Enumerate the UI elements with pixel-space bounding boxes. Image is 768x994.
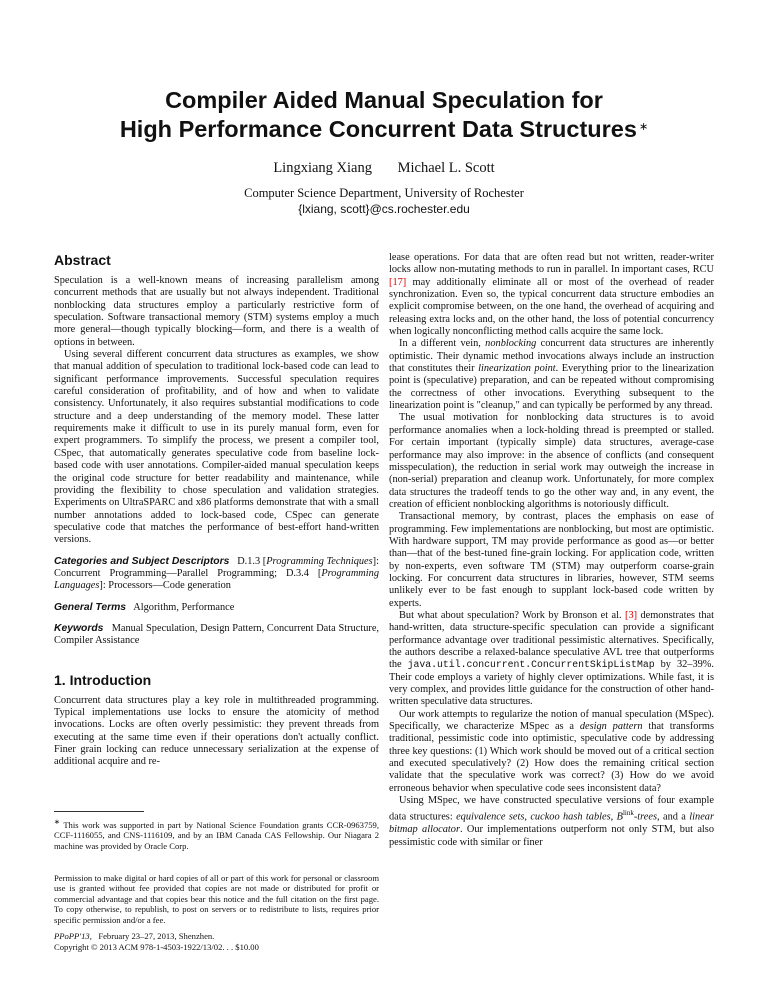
citation-link[interactable]: [3] — [625, 609, 638, 621]
left-column — [54, 252, 379, 769]
abstract-heading: Abstract — [54, 252, 111, 268]
body-paragraph: lease operations. For data that are often read but not written, reader-writer locks allow non-mutating methods to run in parallel. In important cases, RCU [17] may additionally eliminate all or most of the overhead of reader synchronization. Even so, the typical concurrent data structure embodies an explicit compromise between, on the one hand, the overhead of acquiring and releasing extra locks and, on the other hand, the loss of potential concurrency when logically nonconflicting method calls acquire the same lock. — [389, 252, 714, 338]
keywords-text: Keywords Manual Speculation, Design Pattern, Concurrent Data Structure, Compiler Assistance — [54, 622, 379, 647]
categories-text: Categories and Subject Descriptors D.1.3 [Programming Techniques]: Concurrent Programming—Parallel Programming; D.3.4 [Programming Languages]: Processors—Code generation — [54, 555, 379, 592]
copyright-line: Copyright © 2013 ACM 978-1-4503-1922/13/02. . . $10.00 — [54, 941, 259, 952]
keywords-label: Keywords — [54, 622, 104, 634]
title-block — [60, 86, 708, 217]
footnote-divider — [54, 811, 144, 812]
categories-label: Categories and Subject Descriptors — [54, 555, 230, 567]
categories-block — [54, 556, 379, 593]
title-line-2: High Performance Concurrent Data Structures — [119, 116, 637, 142]
body-paragraph: Using MSpec, we have constructed speculative versions of four example data structures: equivalence sets, cuckoo hash tables, $B^{link}$-trees, and a linear bitmap allocator. Our implementations outperform not only STM, but also pessimistic code with similar or finer — [389, 795, 714, 848]
body-paragraph: Transactional memory, by contrast, places the emphasis on ease of programming. Few implementations are nonblocking, but most are optimistic. With hardware support, TM may provide performance as good as—or better than—that of the best-tuned fine-grain locking. For application code, written by non-experts, even software TM (STM) may outperform coarse-grain locking. For concurrent data structures in libraries, however, STM seems unlikely ever to be fast enough to supplant lock-based code written by experts. — [389, 511, 714, 609]
code-identifier: java.util.concurrent.ConcurrentSkipListMap — [407, 659, 655, 671]
author-name: Lingxiang Xiang — [273, 160, 372, 176]
title-line-1: Compiler Aided Manual Speculation for — [165, 87, 603, 113]
general-terms-label: General Terms — [54, 601, 127, 613]
citation-link[interactable]: [17] — [389, 276, 407, 288]
general-terms-text: General Terms Algorithm, Performance — [54, 601, 235, 613]
introduction-paragraph: Concurrent data structures play a key role in multithreaded programming. Typical implementations use locks to ensure the atomicity of method invocations. Locks are often overly pessimistic: they prevent threads from executing at the same time even if their operations don't actually conflict. Finer grain locking can reduce unnecessary serialization at the expense of additional acquire and re- — [54, 694, 379, 768]
title-footnote-mark: ∗ — [638, 121, 649, 133]
abstract-paragraph: Speculation is a well-known means of increasing parallelism among concurrent methods that are usually but not always independent. Traditional nonblocking data structures employ a particularly restrictive form of speculation. Software transactional memory (STM) systems employ a much more general—though typically blocking—form, and there is a wealth of options in between. — [54, 275, 379, 348]
right-column — [389, 252, 714, 849]
author-list — [60, 160, 708, 177]
body-paragraph: The usual motivation for nonblocking data structures is to avoid performance anomalies when a lock-holding thread is preempted or stalled. For certain important (typically simple) data structures, average-case performance may also improve: in the absence of conflicts (and consequent misspeculation), the reduction in serial work may outweigh the increase in (non-serial) preparation and cleanup work. Unfortunately, for more complex data structures the tradeoff tends to go the other way and, in any event, the creation of efficient nonblocking algorithms is notoriously difficult. — [389, 412, 714, 510]
general-terms-block — [54, 602, 379, 614]
abstract-paragraph: Using several different concurrent data structures as examples, we show that manual addition of speculation to traditional lock-based code can lead to significant performance improvements. Successful speculation requires careful consideration of profitability, and of how and when to validate consistency. Unfortunately, it also requires substantial modifications to code structure and a deep understanding of the memory model. These latter requirements make it difficult to use in its purely manual form, even for expert programmers. To simplify the process, we present a compiler tool, CSpec, that automatically generates speculative code from baseline lock-based code with user annotations. Compiler-aided manual speculation keeps the original code structure for better readability and maintenance, while providing the flexibility to chose speculation and validation strategies. Experiments on UltraSPARC and x86 platforms demonstrate that with a small number annotations added to lock-based code, CSpec can generate speculative code that matches the performance of best-effort hand-written versions. — [54, 349, 379, 546]
permission-notice: Permission to make digital or hard copies of all or part of this work for personal or classroom use is granted without fee provided that copies are not made or distributed for profit or commercial advantage and that copies bear this notice and the full citation on the first page. To copy otherwise, to republish, to post on servers or to redistribute to lists, requires prior specific permission and/or a fee. — [54, 873, 379, 925]
footnote-area — [54, 811, 379, 952]
introduction-heading: 1. Introduction — [54, 671, 152, 688]
affiliation: Computer Science Department, University of Rochester — [244, 186, 524, 200]
keywords-block — [54, 623, 379, 648]
funding-footnote: ∗ This work was supported in part by National Science Foundation grants CCR-0963759, CCF-1116055, and CNS-1116109, and by an IBM Canada CAS Fellowship. Our Niagara 2 machine was provided by Oracle Corp. — [54, 818, 379, 851]
paper-title — [60, 86, 708, 144]
venue-line: PPoPP'13, February 23–27, 2013, Shenzhen. — [54, 931, 215, 942]
author-email: {lxiang, scott}@cs.rochester.edu — [298, 202, 470, 216]
body-paragraph: But what about speculation? Work by Bronson et al. [3] demonstrates that hand-written, data structure-specific speculation can provide a significant performance advantage over traditional pessimistic alternatives. Specifically, the authors describe a relaxed-balance speculative AVL tree that outperforms the java.util.concurrent.ConcurrentSkipListMap by 32–39%. Their code employs a variety of highly clever optimizations. While fast, it is very complex, and provides little guidance for the construction of other hand-written speculative data structures. — [389, 609, 714, 708]
body-paragraph: In a different vein, nonblocking concurrent data structures are inherently optimistic. Their dynamic method invocations always include an instruction that constitutes their linearization point. Everything prior to the linearization point is (speculative) preparation, and can be repeated without compromising the correctness of other invocations. Everything subsequent to the linearization point is "cleanup," and can typically be performed by any thread. — [389, 338, 714, 412]
author-name: Michael L. Scott — [397, 160, 495, 176]
body-paragraph: Our work attempts to regularize the notion of manual speculation (MSpec). Specifically, we characterize MSpec as a design pattern that transforms traditional, pessimistic code into optimistic, speculative code by addressing three key questions: (1) Which work should be moved out of a critical section and executed speculatively? (2) How does the remaining critical section validate that the speculative work was correct? (3) How do we avoid erroneous behavior when speculative code sees inconsistent data? — [389, 708, 714, 794]
